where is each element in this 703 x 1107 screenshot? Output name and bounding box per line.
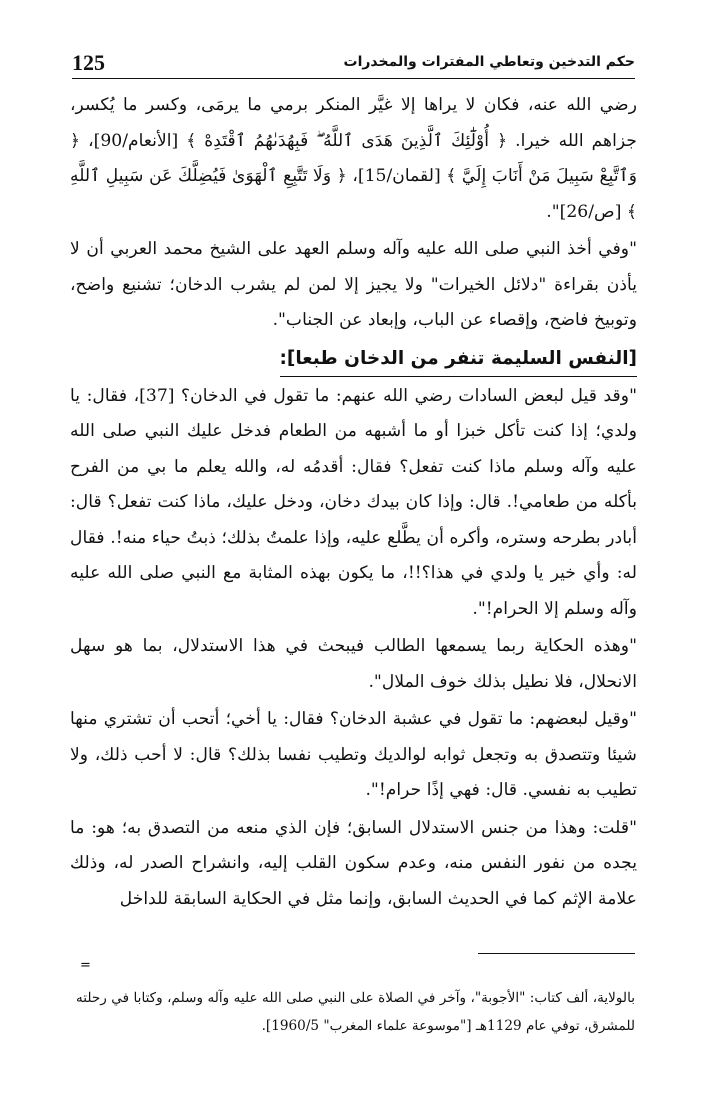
page-header <box>72 44 635 79</box>
paragraph-story-2: "وقيل لبعضهم: ما تقول في عشبة الدخان؟ فقال: يا أخي؛ أتحب أن تشتري منها شيئا وتتصدق به وتجعل ثوابه لوالديك وتطيب نفسا بذلك؟ قال: لا أحب ذلك، ولا تطيب به نفسي. قال: فهي إذًا حرام!". <box>70 709 637 800</box>
footnote-continuation-mark: = <box>80 958 91 973</box>
footnotes <box>76 984 635 1040</box>
paragraph-quran-verses: رضي الله عنه، فكان لا يراها إلا غيَّر المنكر برمي ما يرمَى، وكسر ما يُكسر، جزاهم الله خيرا. ﴿ أُوْلَٰٓئِكَ ٱلَّذِينَ هَدَى ٱللَّهُ ۖ فَبِهُدَىٰهُمُ ٱقْتَدِهْ ﴾ [الأنعام/90]، ﴿ وَٱتَّبِعْ سَبِيلَ مَنْ أَنَابَ إِلَيَّ ﴾ [لقمان/15]، ﴿ وَلَا تَتَّبِعِ ٱلْهَوَىٰ فَيُضِلَّكَ عَن سَبِيلِ ٱللَّهِ ﴾ [ص/26]". <box>70 95 637 222</box>
section-heading: [النفس السليمة تنفر من الدخان طبعا]: <box>280 342 638 377</box>
paragraph-story-1: "وقد قيل لبعض السادات رضي الله عنهم: ما تقول في الدخان؟ [37]، فقال: يا ولدي؛ إذا كنت تأكل خبزا أو ما أشبهه من الطعام فدخل عليك النبي صلى الله عليه وآله وسلم ماذا كنت تفعل؟ فقال: أقدمُه له، والله يعلم ما بي من الفرح بأكله من طعامي!. قال: وإذا كان بيدك دخان، ودخل عليك، ماذا كنت تفعل؟ قال: أبادر بطرحه وستره، وأكره أن يطَّلع عليه، وإذا علمتُ بذلك؛ ذبتُ حياء منه!. فقال له: وأي خير يا ولدي في هذا؟!!، ما يكون بهذه المثابة مع النبي صلى الله عليه وآله وسلم إلا الحرام!". <box>70 385 637 619</box>
paragraph-author-note: "قلت: وهذا من جنس الاستدلال السابق؛ فإن الذي منعه من التصدق به؛ هو: ما يجده من نفور النفس منه، وعدم سكون القلب إليه، وانشراح الصدر له، وذلك علامة الإثم كما في الحديث السابق، وإنما مثل في الحكاية السابقة للداخل <box>70 817 637 909</box>
paragraph-story-comment: "وهذه الحكاية ربما يسمعها الطالب فيبحث في هذا الاستدلال، بما هو سهل الانحلال، فلا نطيل بذلك خوف الملال". <box>70 636 637 692</box>
page-number: 125 <box>72 50 105 75</box>
running-title: حكم التدخين وتعاطي المفترات والمخدرات <box>343 54 635 70</box>
footnote-divider <box>478 953 635 954</box>
main-text <box>70 88 637 919</box>
paragraph-covenant: "وفي أخذ النبي صلى الله عليه وآله وسلم العهد على الشيخ محمد العربي أن لا يأذن بقراءة "دلائل الخيرات" ولا يجيز إلا لمن لم يشرب الدخان؛ تشنيع واضح، وتوبيخ فاضح، وإقصاء عن الباب، وإبعاد عن الجناب". <box>70 239 637 330</box>
footnote-text: بالولاية، ألف كتاب: "الأجوبة"، وآخر في الصلاة على النبي صلى الله عليه وآله وسلم، وكتابا في رحلته للمشرق، توفي عام 1129هـ ["موسوعة علماء المغرب" 1960/5]. <box>76 990 635 1034</box>
